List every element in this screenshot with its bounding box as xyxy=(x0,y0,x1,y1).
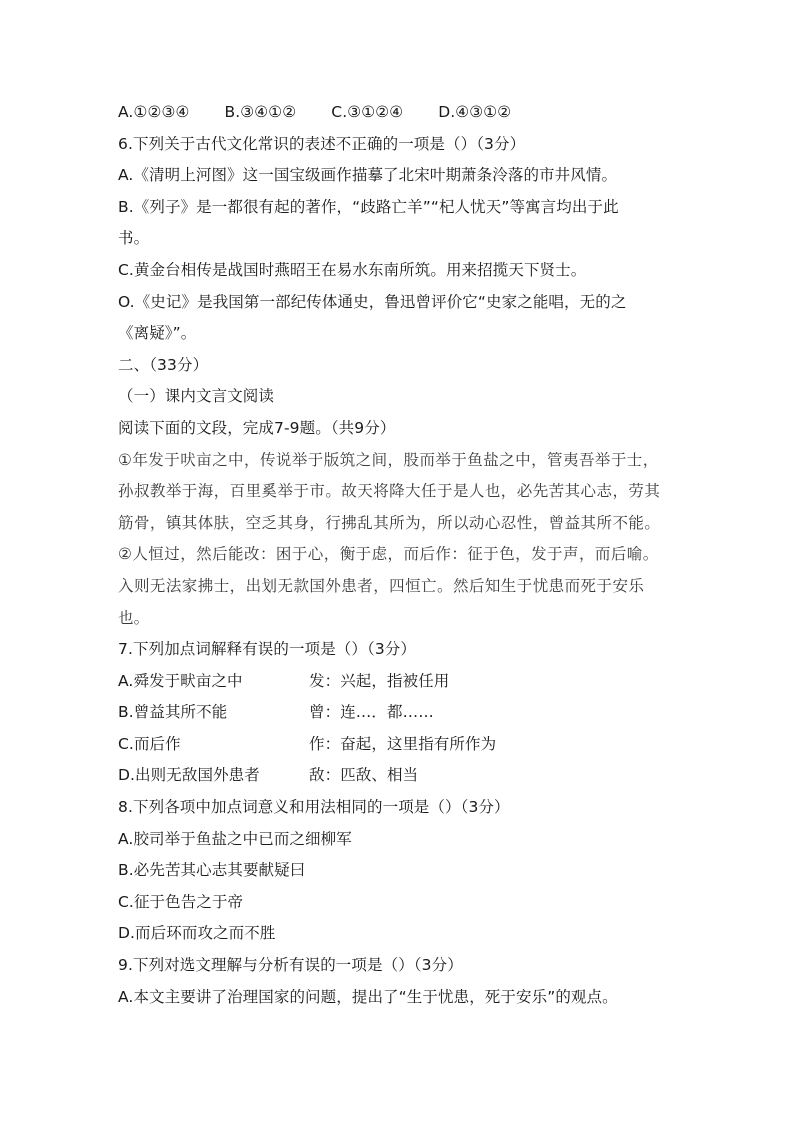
q7-option-a-term: A.舜发于畎亩之中 xyxy=(118,671,243,690)
q6-option-b-line2: 书。 xyxy=(118,229,150,248)
q8-option-a: A.胶司举于鱼盐之中已而之细柳军 xyxy=(118,829,352,848)
prev-option-d: D.④③①② xyxy=(438,103,512,121)
passage-line: 入则无法家拂士，出划无款国外患者，四恒亡。然后知生于忧患而死于安乐 xyxy=(118,576,645,595)
q7-option-d-term: D.出则无敌国外患者 xyxy=(118,766,260,785)
q6-option-d-line2: 《离疑》”。 xyxy=(118,324,197,343)
q7-option-a-gloss: 发：兴起，指被任用 xyxy=(309,671,450,690)
passage-line: ②人恒过，然后能改：困于心，衡于虑，而后作：征于色，发于声，而后喻。 xyxy=(118,545,659,564)
q8-stem: 8.下列各项中加点词意义和用法相同的一项是（）（3分） xyxy=(118,798,510,817)
q8-option-d: D.而后环而攻之而不胜 xyxy=(118,924,276,943)
prev-option-c: C.③①②④ xyxy=(331,103,404,121)
q7-stem: 7.下列加点词解释有误的一项是（）（3分） xyxy=(118,640,417,659)
q6-option-b-line1: B.《列子》是一都很有起的著作，“歧路亡羊”“杞人忧天”等寓言均出于此 xyxy=(118,197,619,216)
q7-option-c-term: C.而后作 xyxy=(118,734,181,753)
q6-stem: 6.下列关于古代文化常识的表述不正确的一项是（）（3分） xyxy=(118,134,526,153)
prev-option-b: B.③④①② xyxy=(224,103,297,121)
q8-option-b: B.必先苦其心志其要献疑曰 xyxy=(118,861,306,880)
q7-option-d xyxy=(118,760,678,792)
q7-option-b-term: B.曾益其所不能 xyxy=(118,703,228,722)
q7-option-a xyxy=(118,666,678,698)
prev-question-options xyxy=(118,97,678,129)
passage-line: 也。 xyxy=(118,608,150,627)
q9-option-a: A.本文主要讲了治理国家的问题，提出了“生于忧患，死于安乐”的观点。 xyxy=(118,987,618,1006)
section-heading: 二、（33分） xyxy=(118,355,209,374)
q7-option-c-gloss: 作：奋起，这里指有所作为 xyxy=(309,734,497,753)
q6-option-d-line1: O.《史记》是我国第一部纪传体通史，鲁迅曾评价它“史家之能唱，无的之 xyxy=(118,292,627,311)
exam-page xyxy=(118,97,678,1013)
prev-option-a: A.①②③④ xyxy=(118,103,190,121)
q9-stem: 9.下列对选文理解与分析有误的一项是（）（3分） xyxy=(118,956,463,975)
passage-line: 筋骨，镇其体肤，空乏其身，行拂乱其所为，所以动心忍性，曾益其所不能。 xyxy=(118,513,661,532)
passage-line: ①年发于吠亩之中，传说举于版筑之间，股而举于鱼盐之中，管夷吾举于士， xyxy=(118,450,659,469)
q6-option-c: C.黄金台相传是战国时燕昭王在易水东南所筑。用来招揽天下贤士。 xyxy=(118,260,587,279)
passage-line: 孙叔教举于海，百里奚举于市。故天将降大任于是人也，必先苦其心志，劳其 xyxy=(118,482,661,501)
q7-option-c xyxy=(118,729,678,761)
subsection-heading: （一）课内文言文阅读 xyxy=(118,387,275,406)
q7-option-b-gloss: 曾：连…．都…… xyxy=(309,703,434,722)
q7-option-b xyxy=(118,697,678,729)
q8-option-c: C.征于色告之于帝 xyxy=(118,892,244,911)
q7-option-d-gloss: 敌：匹敌、相当 xyxy=(309,766,419,785)
reading-instruction: 阅读下面的文段，完成7-9题。（共9分） xyxy=(118,418,396,437)
q6-option-a: A.《清明上河图》这一国宝级画作描摹了北宋叶期萧条泠落的市井风情。 xyxy=(118,166,618,185)
